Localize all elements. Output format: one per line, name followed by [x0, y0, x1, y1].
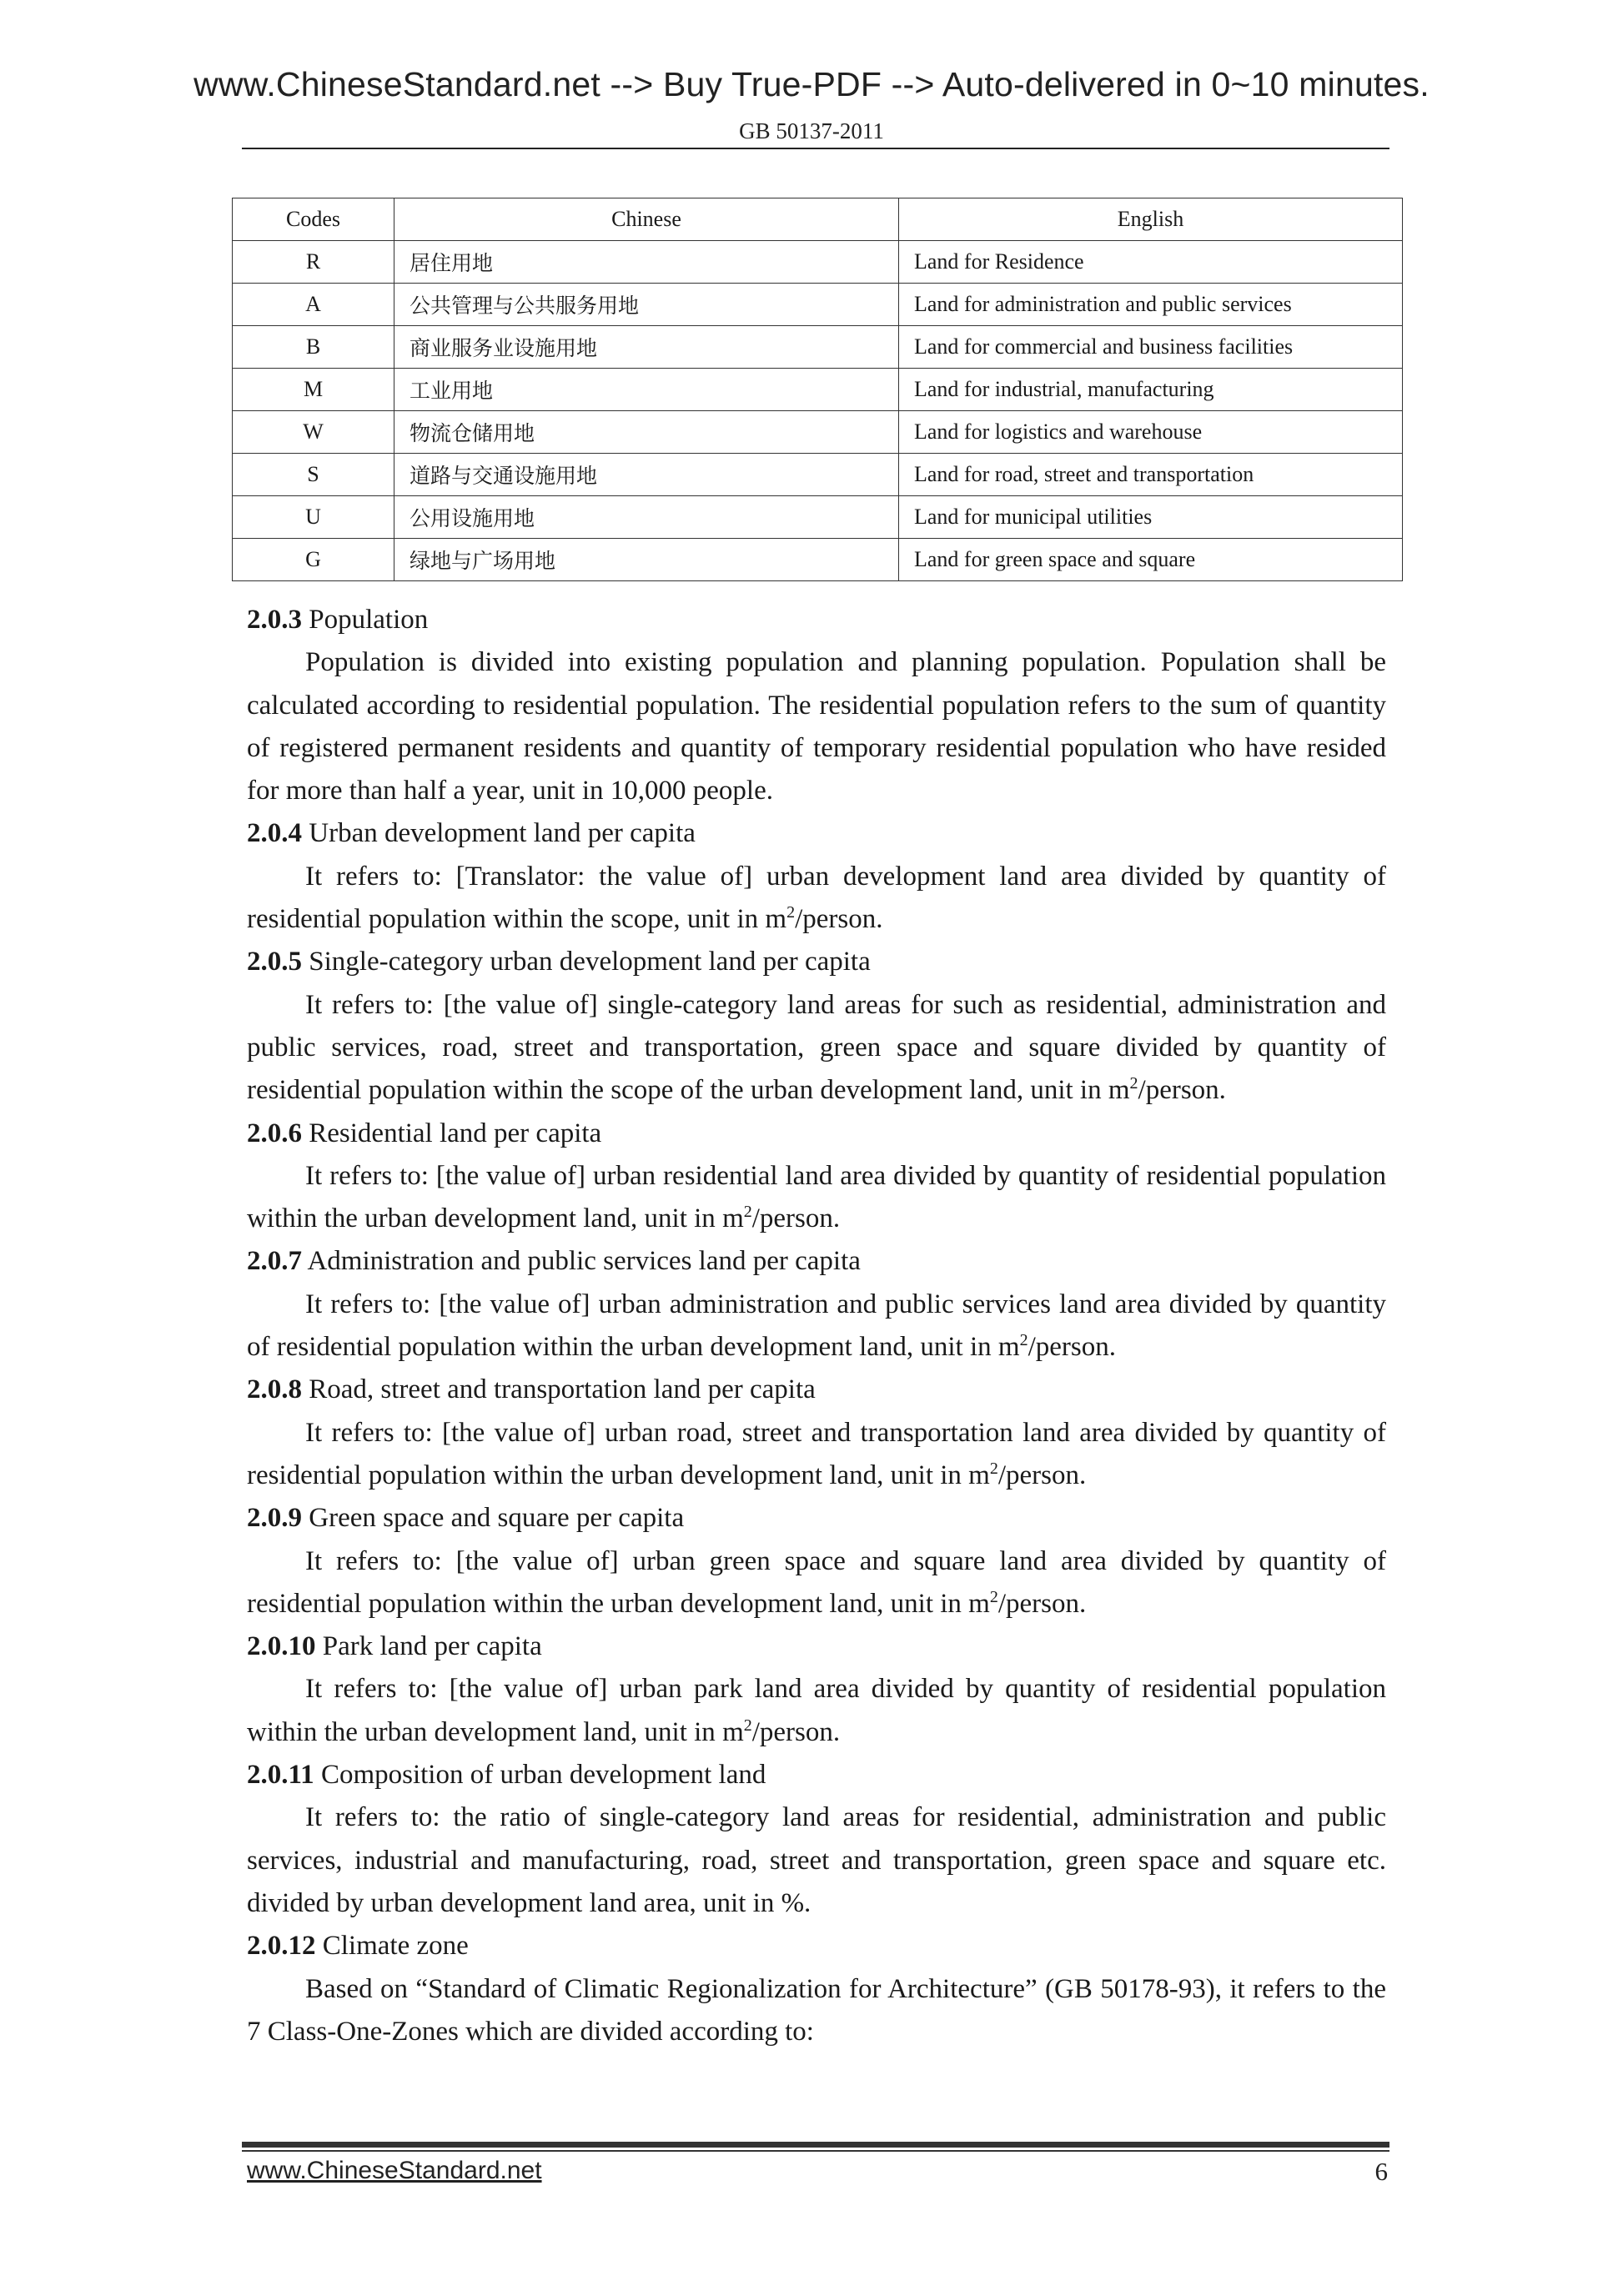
entry-unit-exponent: 2	[743, 1203, 752, 1222]
english-cell: Land for industrial, manufacturing	[899, 369, 1403, 411]
entry-title: Park land per capita	[322, 1631, 542, 1662]
entry-text-main: It refers to: [the value of] urban administration and public services land area divided by quantity of residential population within the urban development land, unit in	[247, 1289, 1386, 1363]
entry-text	[247, 1412, 1386, 1498]
page-number: 6	[1374, 2157, 1388, 2186]
entry-number: 2.0.6	[247, 1118, 302, 1148]
entry-unit-suffix: /person.	[795, 904, 883, 935]
entry-text	[247, 641, 1386, 812]
english-cell: Land for administration and public services	[899, 284, 1403, 326]
entry-unit-suffix: /person.	[751, 1203, 841, 1234]
entry-title: Population	[309, 605, 429, 635]
land-use-codes-table	[232, 198, 1403, 581]
standard-code: GB 50137-2011	[739, 118, 884, 143]
entry-heading	[247, 1925, 1386, 1967]
header-divider	[242, 148, 1389, 149]
column-header-codes: Codes	[233, 198, 394, 241]
entry-unit: m	[968, 1588, 990, 1619]
table-row	[233, 369, 1403, 411]
code-cell: A	[233, 284, 394, 326]
entry-text-main: It refers to: [Translator: the value of] urban development land area divided by quantity of residential population within the scope, unit in	[247, 861, 1386, 935]
english-cell: Land for commercial and business facilities	[899, 326, 1403, 369]
entry-text-main: It refers to: [the value of] urban green space and square land area divided by quantity of residential population within the urban development land, unit in	[247, 1545, 1386, 1619]
entry-text	[247, 1284, 1386, 1369]
entry-unit: m	[968, 1459, 990, 1490]
chinese-cell: 公共管理与公共服务用地	[394, 284, 899, 326]
entry-text-main: It refers to: [the value of] urban residential land area divided by quantity of residential population within the urban development land, unit in	[247, 1160, 1386, 1234]
entry-number: 2.0.3	[247, 605, 302, 635]
code-cell: M	[233, 369, 394, 411]
entry-unit-suffix: /person.	[1138, 1075, 1226, 1106]
entry-heading	[247, 1369, 1386, 1411]
entry-unit-exponent: 2	[786, 903, 796, 922]
column-header-chinese: Chinese	[394, 198, 899, 241]
chinese-cell: 公用设施用地	[394, 496, 899, 539]
entry-text-main: It refers to: [the value of] urban road, street and transportation land area divided by quantity of residential population within the urban development land, unit in	[247, 1417, 1386, 1490]
entry-text	[247, 1796, 1386, 1925]
entry-heading	[247, 812, 1386, 855]
entry-heading	[247, 1625, 1386, 1668]
table-row	[233, 539, 1403, 581]
entry-unit: m	[722, 1203, 744, 1234]
english-cell: Land for Residence	[899, 241, 1403, 284]
entry-unit-exponent: 2	[989, 1587, 998, 1606]
chinese-cell: 道路与交通设施用地	[394, 454, 899, 496]
entry-text-main: It refers to: the ratio of single-category land areas for residential, administration and public services, industrial and manufacturing, road, street and transportation, green space and square etc. divided by urban development land area, unit in %.	[247, 1802, 1386, 1918]
footer-site-link[interactable]: www.ChineseStandard.net	[247, 2157, 542, 2184]
entry-unit-suffix: /person.	[997, 1588, 1087, 1619]
entry-unit-suffix: /person.	[997, 1459, 1087, 1490]
entry-number: 2.0.12	[247, 1931, 316, 1962]
code-cell: W	[233, 411, 394, 454]
table-row	[233, 496, 1403, 539]
entry-title: Single-category urban development land per capita	[309, 947, 871, 977]
table-row	[233, 284, 1403, 326]
entry-title: Green space and square per capita	[309, 1503, 685, 1534]
entry-text	[247, 1668, 1386, 1754]
entry-heading	[247, 599, 1386, 641]
chinese-cell: 居住用地	[394, 241, 899, 284]
table-row	[233, 241, 1403, 284]
entry-text	[247, 1968, 1386, 2054]
code-cell: S	[233, 454, 394, 496]
entry-unit: m	[997, 1332, 1020, 1363]
entry-text	[247, 1540, 1386, 1626]
entry-heading	[247, 1497, 1386, 1540]
entry-heading	[247, 1754, 1386, 1796]
table-row	[233, 454, 1403, 496]
chinese-cell: 工业用地	[394, 369, 899, 411]
chinese-cell: 商业服务业设施用地	[394, 326, 899, 369]
entry-unit: m	[722, 1716, 744, 1747]
entry-heading	[247, 1240, 1386, 1283]
entry-text-main: Based on “Standard of Climatic Regionalization for Architecture” (GB 50178-93), it refers to the 7 Class-One-Zones which are divided according to:	[247, 1973, 1386, 2047]
code-cell: G	[233, 539, 394, 581]
entry-text-main: It refers to: [the value of] single-category land areas for such as residential, administration and public services, road, street and transportation, green space and square divided by quantity of residential population within the scope of the urban development land, unit in	[247, 989, 1386, 1106]
entry-text-main: Population is divided into existing population and planning population. Population shall be calculated according to residential population. The residential population refers to the sum of quantity of registered permanent residents and quantity of temporary residential population who have resided for more than half a year, unit in 10,000 people.	[247, 647, 1386, 806]
entry-unit-suffix: /person.	[751, 1716, 841, 1747]
footer-divider-thick	[242, 2142, 1389, 2148]
entry-unit-suffix: /person.	[1028, 1332, 1116, 1363]
column-header-english: English	[899, 198, 1403, 241]
entry-unit-exponent: 2	[989, 1459, 998, 1478]
table-row	[233, 326, 1403, 369]
code-cell: R	[233, 241, 394, 284]
chinese-cell: 物流仓储用地	[394, 411, 899, 454]
footer-divider-thin	[242, 2150, 1389, 2152]
entry-title: Administration and public services land per capita	[307, 1246, 861, 1277]
entry-number: 2.0.5	[247, 947, 302, 977]
entry-title: Urban development land per capita	[309, 818, 696, 849]
english-cell: Land for green space and square	[899, 539, 1403, 581]
code-cell: U	[233, 496, 394, 539]
english-cell: Land for logistics and warehouse	[899, 411, 1403, 454]
entry-title: Composition of urban development land	[320, 1760, 766, 1791]
entry-text	[247, 856, 1386, 942]
entry-unit-exponent: 2	[743, 1716, 752, 1735]
entry-heading	[247, 941, 1386, 983]
table-row	[233, 411, 1403, 454]
entry-text	[247, 984, 1386, 1113]
entry-number: 2.0.8	[247, 1374, 302, 1405]
entry-number: 2.0.7	[247, 1246, 302, 1277]
code-cell: B	[233, 326, 394, 369]
definitions-body	[247, 599, 1386, 2053]
entry-unit: m	[765, 904, 787, 935]
entry-number: 2.0.10	[247, 1631, 316, 1662]
entry-unit: m	[1108, 1075, 1130, 1106]
english-cell: Land for municipal utilities	[899, 496, 1403, 539]
entry-unit-exponent: 2	[1019, 1331, 1028, 1350]
entry-number: 2.0.4	[247, 818, 302, 849]
header-banner[interactable]: www.ChineseStandard.net --> Buy True-PDF --> Auto-delivered in 0~10 minutes.	[193, 65, 1430, 103]
table-header-row	[233, 198, 1403, 241]
entry-text-main: It refers to: [the value of] urban park land area divided by quantity of residential population within the urban development land, unit in	[247, 1674, 1386, 1747]
chinese-cell: 绿地与广场用地	[394, 539, 899, 581]
entry-number: 2.0.9	[247, 1503, 302, 1534]
entry-heading	[247, 1113, 1386, 1155]
entry-text	[247, 1155, 1386, 1241]
entry-title: Climate zone	[322, 1931, 469, 1962]
entry-number: 2.0.11	[247, 1760, 314, 1791]
entry-title: Residential land per capita	[309, 1118, 602, 1148]
entry-title: Road, street and transportation land per capita	[309, 1374, 816, 1405]
entry-unit-exponent: 2	[1129, 1074, 1138, 1093]
english-cell: Land for road, street and transportation	[899, 454, 1403, 496]
